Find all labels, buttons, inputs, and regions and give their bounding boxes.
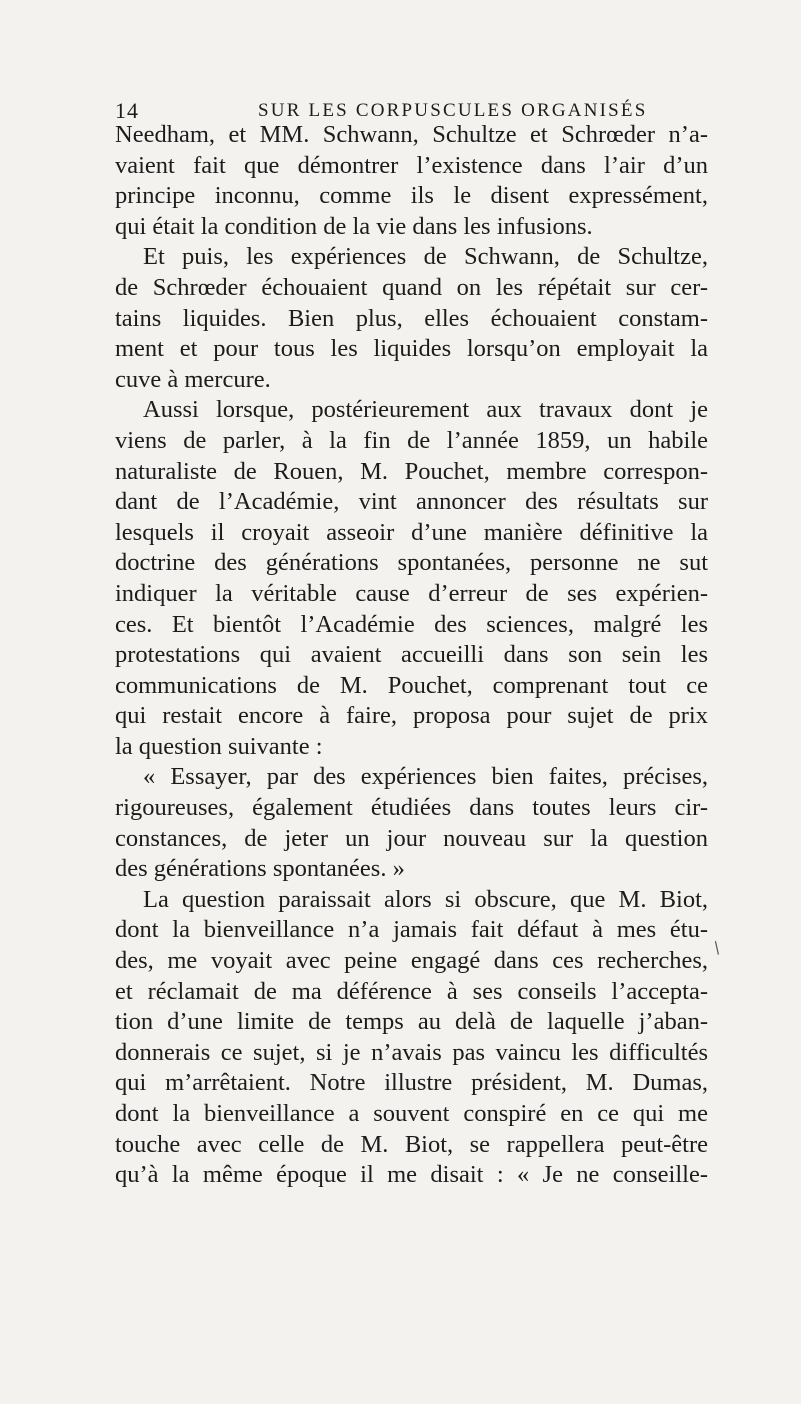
text-line: dant de l’Académie, vint annoncer des résultats sur	[115, 488, 708, 516]
quote-line: des générations spontanées. »	[115, 855, 405, 883]
margin-mark-icon: /	[709, 937, 724, 958]
text-line: protestations qui avaient accueilli dans son sein les	[115, 641, 708, 669]
text-line: qui restait encore à faire, proposa pour sujet de prix	[115, 702, 708, 730]
text-line: indiquer la véritable cause d’erreur de ses expérien-	[115, 579, 708, 607]
text-line: des, me voyait avec peine engagé dans ces recherches,	[115, 947, 708, 975]
text-line: qui était la condition de la vie dans les infusions.	[115, 212, 593, 240]
text-line: ces. Et bientôt l’Académie des sciences, malgré les	[115, 610, 708, 638]
text-line: naturaliste de Rouen, M. Pouchet, membre correspon-	[115, 457, 708, 485]
text-line: La question paraissait alors si obscure, que M. Biot,	[143, 885, 708, 913]
text-line: la question suivante :	[115, 732, 323, 760]
quote-line: « Essayer, par des expériences bien faites, précises,	[143, 763, 708, 791]
quote-line: constances, de jeter un jour nouveau sur la question	[115, 824, 708, 852]
text-line: touche avec celle de M. Biot, se rappellera peut-être	[115, 1130, 708, 1158]
text-line: vaient fait que démontrer l’existence dans l’air d’un	[115, 151, 708, 179]
text-line: cuve à mercure.	[115, 365, 271, 393]
text-line: viens de parler, à la fin de l’année 1859, un habile	[115, 426, 708, 454]
body-text	[115, 120, 708, 1191]
text-line: doctrine des générations spontanées, personne ne sut	[115, 549, 708, 577]
text-line: communications de M. Pouchet, comprenant tout ce	[115, 671, 708, 699]
text-line: donnerais ce sujet, si je n’avais pas vaincu les difficultés	[115, 1038, 708, 1066]
text-line: ment et pour tous les liquides lorsqu’on employait la	[115, 335, 708, 363]
text-line: Needham, et MM. Schwann, Schultze et Schrœder n’a-	[115, 121, 708, 148]
text-line: qu’à la même époque il me disait : « Je ne conseille-	[115, 1161, 708, 1189]
text-line: tion d’une limite de temps au delà de laquelle j’aban-	[115, 1008, 708, 1036]
text-line: de Schrœder échouaient quand on les répétait sur cer-	[115, 273, 708, 301]
text-line: qui m’arrêtaient. Notre illustre président, M. Dumas,	[115, 1069, 708, 1097]
text-line: Aussi lorsque, postérieurement aux travaux dont je	[143, 396, 708, 424]
page-number: 14	[115, 98, 139, 123]
text-line: principe inconnu, comme ils le disent expressément,	[115, 182, 708, 210]
text-line: lesquels il croyait asseoir d’une manière définitive la	[115, 518, 708, 546]
text-line: et réclamait de ma déférence à ses conseils l’accepta-	[115, 977, 708, 1005]
text-line: tains liquides. Bien plus, elles échouaient constam-	[115, 304, 708, 332]
quote-line: rigoureuses, également étudiées dans toutes leurs cir-	[115, 794, 708, 822]
text-line: Et puis, les expériences de Schwann, de Schultze,	[143, 243, 708, 271]
text-line: dont la bienveillance a souvent conspiré en ce qui me	[115, 1100, 708, 1127]
text-line: dont la bienveillance n’a jamais fait défaut à mes étu-	[115, 916, 708, 944]
running-title: SUR LES CORPUSCULES ORGANISÉS	[258, 100, 648, 121]
